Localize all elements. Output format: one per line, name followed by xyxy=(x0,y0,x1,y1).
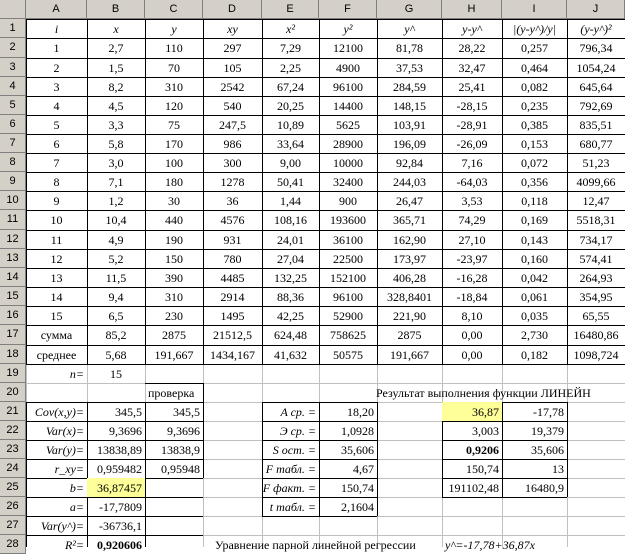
table-cell[interactable]: 1495 xyxy=(220,308,245,323)
table-cell[interactable]: -28,15 xyxy=(456,98,488,113)
table-cell[interactable]: 986 xyxy=(223,136,242,151)
table-cell[interactable]: 2914 xyxy=(220,289,245,304)
table-cell[interactable]: 247,5 xyxy=(219,117,246,132)
table-cell[interactable]: 37,53 xyxy=(396,60,423,75)
row-header-28[interactable]: 28 xyxy=(0,535,26,554)
stat-check[interactable]: 345,5 xyxy=(173,404,200,419)
row-header-15[interactable]: 15 xyxy=(0,287,26,306)
metric-value[interactable]: 1,0928 xyxy=(341,423,374,438)
table-cell[interactable]: 100 xyxy=(165,155,183,170)
table-cell[interactable]: 32400 xyxy=(333,174,363,189)
table-cell[interactable]: 36 xyxy=(226,193,239,208)
table-cell[interactable]: 1054,24 xyxy=(576,60,616,75)
table-cell[interactable]: 25,41 xyxy=(458,79,486,94)
sum-cell[interactable]: 2,730 xyxy=(521,328,548,342)
metric-label[interactable]: F факт. = xyxy=(262,480,316,495)
table-cell[interactable]: 50,41 xyxy=(277,174,304,189)
table-cell[interactable]: 10 xyxy=(50,213,63,227)
row-header-12[interactable]: 12 xyxy=(0,230,26,249)
table-cell[interactable]: 645,64 xyxy=(579,79,613,94)
table-header-cell[interactable]: x xyxy=(113,21,119,36)
row-header-11[interactable]: 11 xyxy=(0,210,26,230)
table-cell[interactable]: 14400 xyxy=(333,98,363,113)
table-cell[interactable]: 574,41 xyxy=(579,251,613,266)
table-cell[interactable]: 32,47 xyxy=(458,60,486,75)
table-cell[interactable]: 27,10 xyxy=(458,232,486,247)
table-cell[interactable]: 264,93 xyxy=(579,270,613,285)
metric-value[interactable]: 2,1604 xyxy=(341,499,374,514)
row-header-10[interactable]: 10 xyxy=(0,191,26,210)
table-cell[interactable]: 0,042 xyxy=(521,270,548,285)
metric-value[interactable]: 35,606 xyxy=(341,442,374,457)
linest-cell[interactable]: 35,606 xyxy=(531,442,564,457)
linest-title: Результат выполнения функции ЛИНЕЙН xyxy=(376,385,591,400)
stat-label[interactable]: R²= xyxy=(64,537,84,552)
sum-cell[interactable]: 21512,5 xyxy=(213,328,252,342)
sum-cell[interactable]: 85,2 xyxy=(105,328,127,342)
table-cell[interactable]: 30 xyxy=(168,193,180,208)
stat-value[interactable]: 13838,89 xyxy=(97,442,142,457)
table-cell[interactable]: 8,2 xyxy=(108,79,124,94)
row-header-25[interactable]: 25 xyxy=(0,478,26,497)
table-cell[interactable]: 193600 xyxy=(330,213,366,227)
table-cell[interactable]: 105 xyxy=(223,60,242,75)
table-cell[interactable]: 4576 xyxy=(220,213,245,227)
table-cell[interactable]: 0,169 xyxy=(521,213,548,227)
stat-label[interactable]: Var(y)= xyxy=(45,442,84,457)
select-all-corner[interactable] xyxy=(0,0,26,19)
table-cell[interactable]: 792,69 xyxy=(579,98,613,113)
row-header-20[interactable]: 20 xyxy=(0,383,26,402)
column-header-H[interactable]: H xyxy=(442,0,502,19)
table-cell[interactable]: 4,5 xyxy=(108,98,124,113)
row-header-14[interactable]: 14 xyxy=(0,268,26,287)
table-cell[interactable]: 162,90 xyxy=(393,232,426,247)
mean-cell[interactable]: 1434,167 xyxy=(210,347,255,362)
linest-cell[interactable]: 13 xyxy=(552,461,564,476)
table-cell[interactable]: 310 xyxy=(165,79,183,94)
row-header-5[interactable]: 5 xyxy=(0,96,26,115)
table-cell[interactable]: 170 xyxy=(165,136,183,151)
n-label[interactable]: n= xyxy=(69,366,84,381)
metric-value[interactable]: 4,67 xyxy=(353,461,374,476)
table-cell[interactable]: 7,29 xyxy=(280,41,301,55)
table-cell[interactable]: 28900 xyxy=(333,136,363,151)
table-cell[interactable]: 0,061 xyxy=(521,289,548,304)
table-cell[interactable]: 9 xyxy=(53,193,60,208)
table-cell[interactable]: 835,51 xyxy=(579,117,613,132)
stat-value[interactable]: 9,3696 xyxy=(109,423,142,438)
table-header-cell[interactable]: |(y-y^)/y| xyxy=(513,21,556,36)
table-cell[interactable]: 297 xyxy=(223,41,242,55)
table-cell[interactable]: 5,8 xyxy=(108,136,124,151)
table-cell[interactable]: 3,53 xyxy=(461,193,483,208)
table-cell[interactable]: 6 xyxy=(53,136,60,151)
table-cell[interactable]: 540 xyxy=(223,98,242,113)
table-cell[interactable]: 14 xyxy=(50,289,63,304)
table-cell[interactable]: 10,4 xyxy=(105,213,127,227)
row-header-24[interactable]: 24 xyxy=(0,459,26,478)
table-cell[interactable]: 7,16 xyxy=(461,155,483,170)
table-cell[interactable]: 780 xyxy=(223,251,242,266)
stat-label[interactable]: b= xyxy=(69,480,84,495)
table-cell[interactable]: 390 xyxy=(165,270,183,285)
table-header-cell[interactable]: y² xyxy=(343,21,353,36)
row-header-2[interactable]: 2 xyxy=(0,38,26,58)
table-cell[interactable]: 0,118 xyxy=(521,193,548,208)
table-cell[interactable]: 0,464 xyxy=(521,60,548,75)
column-header-F[interactable]: F xyxy=(319,0,377,19)
mean-cell[interactable]: среднее xyxy=(36,347,77,362)
table-cell[interactable]: 67,24 xyxy=(277,79,304,94)
row-header-16[interactable]: 16 xyxy=(0,306,26,325)
table-cell[interactable]: 4099,66 xyxy=(576,174,616,189)
table-cell[interactable]: 196,09 xyxy=(393,136,426,151)
table-cell[interactable]: 0,035 xyxy=(521,308,548,323)
table-cell[interactable]: 26,47 xyxy=(396,193,423,208)
metric-label[interactable]: A ср. = xyxy=(280,404,316,419)
table-cell[interactable]: 74,29 xyxy=(458,213,486,227)
table-cell[interactable]: 5518,31 xyxy=(576,213,616,227)
table-header-cell[interactable]: y-y^ xyxy=(462,21,482,36)
table-cell[interactable]: 2,25 xyxy=(280,60,301,75)
stat-check[interactable]: 9,3696 xyxy=(167,423,200,438)
table-cell[interactable]: 2542 xyxy=(220,79,245,94)
table-cell[interactable]: 42,25 xyxy=(277,308,304,323)
table-cell[interactable]: 152100 xyxy=(330,270,366,285)
table-cell[interactable]: 12100 xyxy=(333,41,363,55)
table-cell[interactable]: 1,5 xyxy=(108,60,124,75)
table-header-cell[interactable]: (y-y^)² xyxy=(580,21,612,36)
table-cell[interactable]: 148,15 xyxy=(393,98,426,113)
linest-cell[interactable]: 150,74 xyxy=(466,461,499,476)
table-cell[interactable]: 22500 xyxy=(333,251,363,266)
table-cell[interactable]: 96100 xyxy=(333,79,363,94)
table-cell[interactable]: 221,90 xyxy=(393,308,426,323)
table-cell[interactable]: 5,2 xyxy=(108,251,124,266)
check-label[interactable]: проверка xyxy=(148,385,195,400)
table-cell[interactable]: 52900 xyxy=(333,308,363,323)
table-cell[interactable]: 132,25 xyxy=(274,270,307,285)
table-cell[interactable]: -23,97 xyxy=(456,251,488,266)
table-cell[interactable]: 0,385 xyxy=(521,117,548,132)
mean-cell[interactable]: 0,00 xyxy=(461,347,483,362)
table-cell[interactable]: 6,5 xyxy=(108,308,124,323)
equation: y^=-17,78+36,87x xyxy=(445,537,535,552)
table-cell[interactable]: 180 xyxy=(165,174,183,189)
stat-value[interactable]: 0,959482 xyxy=(97,461,142,476)
table-cell[interactable]: 96100 xyxy=(333,289,363,304)
mean-cell[interactable]: 191,667 xyxy=(154,347,194,362)
table-cell[interactable]: 36100 xyxy=(333,232,363,247)
table-cell[interactable]: 12,47 xyxy=(582,193,610,208)
table-cell[interactable]: 4,9 xyxy=(108,232,124,247)
stat-label[interactable]: r_xy= xyxy=(54,461,84,476)
table-cell[interactable]: 28,22 xyxy=(458,41,486,55)
stat-label[interactable]: Var(y^)= xyxy=(40,518,84,533)
sum-cell[interactable]: 16480,86 xyxy=(573,328,619,342)
table-cell[interactable]: 4900 xyxy=(336,60,360,75)
stat-label[interactable]: a= xyxy=(69,499,84,514)
table-cell[interactable]: 11,5 xyxy=(105,270,127,285)
linest-cell[interactable]: 19,379 xyxy=(531,423,564,438)
row-header-22[interactable]: 22 xyxy=(0,421,26,440)
stat-value[interactable]: 345,5 xyxy=(115,404,142,419)
stat-check[interactable]: 13838,9 xyxy=(161,442,200,457)
linest-cell[interactable]: -17,78 xyxy=(533,404,564,419)
table-cell[interactable]: 173,97 xyxy=(393,251,426,266)
table-cell[interactable]: 680,77 xyxy=(579,136,613,151)
table-cell[interactable]: 120 xyxy=(165,98,183,113)
column-header-E[interactable]: E xyxy=(262,0,319,19)
table-header-cell[interactable]: x² xyxy=(286,21,295,36)
row-header-27[interactable]: 27 xyxy=(0,516,26,535)
table-cell[interactable]: 2 xyxy=(53,60,60,75)
column-header-D[interactable]: D xyxy=(203,0,262,19)
table-cell[interactable]: 2,7 xyxy=(108,41,124,55)
table-cell[interactable]: 1278 xyxy=(220,174,245,189)
metric-value[interactable]: 18,20 xyxy=(347,404,374,419)
mean-cell[interactable]: 191,667 xyxy=(390,347,429,362)
table-cell[interactable]: 1 xyxy=(53,41,60,55)
column-header-B[interactable]: B xyxy=(87,0,145,19)
table-cell[interactable]: 310 xyxy=(165,289,183,304)
table-cell[interactable]: 75 xyxy=(168,117,180,132)
table-cell[interactable]: 33,64 xyxy=(277,136,304,151)
stat-check[interactable]: 0,95948 xyxy=(161,461,200,476)
mean-cell[interactable]: 41,632 xyxy=(274,347,307,362)
table-cell[interactable]: 5625 xyxy=(336,117,360,132)
table-cell[interactable]: 406,28 xyxy=(393,270,426,285)
table-cell[interactable]: 3,3 xyxy=(108,117,124,132)
table-cell[interactable]: 3 xyxy=(53,79,60,94)
row-header-8[interactable]: 8 xyxy=(0,153,26,172)
mean-cell[interactable]: 0,182 xyxy=(521,347,548,362)
table-cell[interactable]: 3,0 xyxy=(108,155,124,170)
table-cell[interactable]: 8,10 xyxy=(461,308,483,323)
stat-label[interactable]: Cov(x,y)= xyxy=(34,404,84,419)
table-cell[interactable]: -16,28 xyxy=(456,270,488,285)
metric-label[interactable]: S ост. = xyxy=(272,442,316,457)
mean-cell[interactable]: 1098,724 xyxy=(573,347,619,362)
sum-cell[interactable]: 2875 xyxy=(397,328,422,342)
table-cell[interactable]: 20,25 xyxy=(277,98,304,113)
row-header-23[interactable]: 23 xyxy=(0,440,26,459)
table-cell[interactable]: 1,44 xyxy=(280,193,301,208)
mean-cell[interactable]: 50575 xyxy=(333,347,363,362)
row-header-9[interactable]: 9 xyxy=(0,172,26,191)
sum-cell[interactable]: 0,00 xyxy=(461,328,483,342)
table-cell[interactable]: -26,09 xyxy=(456,136,488,151)
table-cell[interactable]: 103,91 xyxy=(393,117,426,132)
linest-cell[interactable]: 191102,48 xyxy=(448,480,499,495)
table-cell[interactable]: 230 xyxy=(165,308,183,323)
table-cell[interactable]: 108,16 xyxy=(274,213,307,227)
table-cell[interactable]: 0,143 xyxy=(521,232,548,247)
row-header-1[interactable]: 1 xyxy=(0,19,26,38)
linest-cell[interactable]: 3,003 xyxy=(472,423,499,438)
table-cell[interactable]: 1,2 xyxy=(108,193,124,208)
column-header-A[interactable]: A xyxy=(26,0,87,19)
table-cell[interactable]: 0,082 xyxy=(521,79,548,94)
sum-cell[interactable]: сумма xyxy=(40,328,73,342)
table-cell[interactable]: 27,04 xyxy=(277,251,304,266)
row-header-17[interactable]: 17 xyxy=(0,325,26,345)
table-cell[interactable]: -28,91 xyxy=(456,117,488,132)
table-cell[interactable]: 0,257 xyxy=(521,41,548,55)
mean-cell[interactable]: 5,68 xyxy=(105,347,127,362)
table-cell[interactable]: 5 xyxy=(53,117,60,132)
table-cell[interactable]: 150 xyxy=(165,251,183,266)
table-cell[interactable]: 51,23 xyxy=(582,155,610,170)
table-cell[interactable]: 796,34 xyxy=(579,41,613,55)
table-cell[interactable]: 9,4 xyxy=(108,289,124,304)
table-header-cell[interactable]: xy xyxy=(227,21,238,36)
table-cell[interactable]: 10000 xyxy=(333,155,363,170)
row-header-3[interactable]: 3 xyxy=(0,58,26,77)
metric-label[interactable]: t табл. = xyxy=(269,499,316,514)
table-cell[interactable]: 13 xyxy=(50,270,63,285)
table-cell[interactable]: 88,36 xyxy=(277,289,304,304)
metric-label[interactable]: Э ср. = xyxy=(279,423,316,438)
table-cell[interactable]: 190 xyxy=(165,232,183,247)
table-header-cell[interactable]: y xyxy=(171,21,177,36)
table-cell[interactable]: 15 xyxy=(50,308,63,323)
table-cell[interactable]: 4 xyxy=(53,98,60,113)
table-cell[interactable]: 12 xyxy=(50,251,63,266)
table-cell[interactable]: 244,03 xyxy=(393,174,426,189)
sum-cell[interactable]: 758625 xyxy=(330,328,366,342)
stat-label[interactable]: Var(x)= xyxy=(45,423,84,438)
stat-value[interactable]: 36,87457 xyxy=(87,478,145,497)
table-cell[interactable]: 70 xyxy=(168,60,180,75)
metric-label[interactable]: F табл. = xyxy=(265,461,316,476)
table-cell[interactable]: 65,55 xyxy=(582,308,610,323)
row-header-21[interactable]: 21 xyxy=(0,402,26,421)
stat-value[interactable]: -36736,1 xyxy=(99,518,142,533)
row-header-13[interactable]: 13 xyxy=(0,249,26,268)
table-cell[interactable]: 0,356 xyxy=(521,174,548,189)
equation-label: Уравнение парной линейной регрессии xyxy=(215,537,416,552)
table-header-cell[interactable]: y^ xyxy=(404,21,415,36)
table-cell[interactable]: 0,160 xyxy=(521,251,548,266)
table-cell[interactable]: 11 xyxy=(50,232,63,247)
row-header-4[interactable]: 4 xyxy=(0,77,26,96)
column-header-I[interactable]: I xyxy=(502,0,567,19)
stat-value[interactable]: -17,7809 xyxy=(99,499,142,514)
table-cell[interactable]: 110 xyxy=(165,41,183,55)
table-cell[interactable]: -64,03 xyxy=(456,174,488,189)
metric-value[interactable]: 150,74 xyxy=(341,480,374,495)
stat-value[interactable]: 0,920606 xyxy=(97,537,142,552)
row-header-6[interactable]: 6 xyxy=(0,115,26,134)
table-cell[interactable]: 4485 xyxy=(220,270,245,285)
table-cell[interactable]: 0,072 xyxy=(521,155,548,170)
row-header-19[interactable]: 19 xyxy=(0,364,26,383)
column-header-J[interactable]: J xyxy=(567,0,625,19)
table-cell[interactable]: 354,95 xyxy=(579,289,613,304)
row-header-26[interactable]: 26 xyxy=(0,497,26,516)
n-value[interactable]: 15 xyxy=(110,366,122,381)
table-cell[interactable]: 0,235 xyxy=(521,98,548,113)
column-header-G[interactable]: G xyxy=(377,0,442,19)
table-cell[interactable]: 24,01 xyxy=(277,232,304,247)
table-cell[interactable]: 365,71 xyxy=(393,213,426,227)
table-cell[interactable]: 328,8401 xyxy=(387,289,432,304)
table-cell[interactable]: 734,17 xyxy=(579,232,613,247)
table-cell[interactable]: 7,1 xyxy=(108,174,124,189)
table-cell[interactable]: 92,84 xyxy=(396,155,423,170)
table-cell[interactable]: 300 xyxy=(223,155,242,170)
sum-cell[interactable]: 2875 xyxy=(162,328,186,342)
table-cell[interactable]: 900 xyxy=(339,193,357,208)
table-cell[interactable]: 8 xyxy=(53,174,60,189)
table-header-cell[interactable]: i xyxy=(54,21,59,36)
table-cell[interactable]: 440 xyxy=(165,213,183,227)
linest-cell[interactable]: 0,9206 xyxy=(466,442,499,457)
column-header-C[interactable]: C xyxy=(145,0,203,19)
row-header-7[interactable]: 7 xyxy=(0,134,26,153)
table-cell[interactable]: 9,00 xyxy=(280,155,301,170)
table-cell[interactable]: -18,84 xyxy=(456,289,488,304)
linest-cell[interactable]: 16480,9 xyxy=(525,480,564,495)
table-cell[interactable]: 0,153 xyxy=(521,136,548,151)
table-cell[interactable]: 81,78 xyxy=(396,41,423,55)
sum-cell[interactable]: 624,48 xyxy=(274,328,307,342)
table-cell[interactable]: 7 xyxy=(53,155,60,170)
linest-cell[interactable]: 36,87 xyxy=(442,402,502,421)
table-cell[interactable]: 284,59 xyxy=(393,79,426,94)
table-cell[interactable]: 10,89 xyxy=(277,117,304,132)
table-cell[interactable]: 931 xyxy=(223,232,242,247)
row-header-18[interactable]: 18 xyxy=(0,345,26,364)
